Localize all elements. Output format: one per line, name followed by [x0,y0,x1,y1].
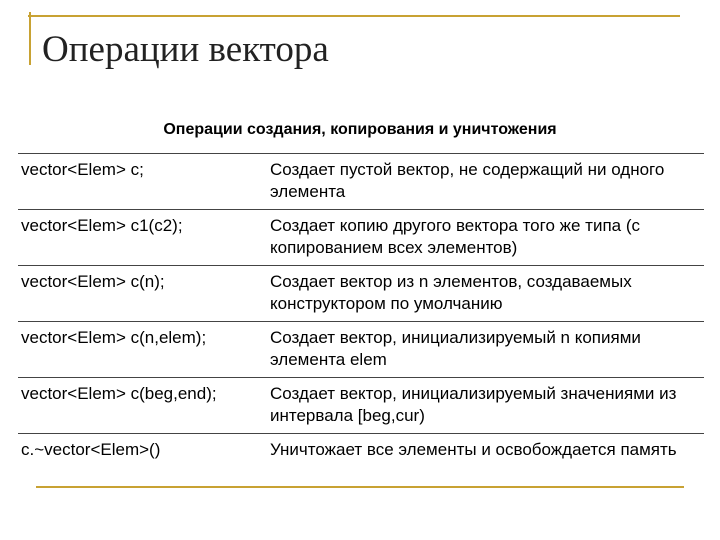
table-row [18,265,704,321]
row-signature: vector<Elem> c(n); [21,272,165,291]
row-description: Создает вектор, инициализируемый n копиями элемента elem [270,328,641,369]
table-caption: Операции создания, копирования и уничтожения [163,121,557,138]
table-row [18,153,704,209]
table-row [18,209,704,265]
row-signature: vector<Elem> c(beg,end); [21,384,217,403]
slide-title: Операции вектора [42,29,329,70]
table-row [18,321,704,377]
table-row [18,433,704,485]
row-signature: vector<Elem> c(n,elem); [21,328,207,347]
row-description: Создает пустой вектор, не содержащий ни одного элемента [270,160,665,201]
row-signature: c.~vector<Elem>() [21,440,161,459]
row-description: Создает вектор из n элементов, создаваемых конструктором по умолчанию [270,272,632,313]
row-signature: vector<Elem> c; [21,160,144,179]
frame-bottom-line [36,486,684,488]
frame-top-line [28,15,680,17]
row-description: Уничтожает все элементы и освобождается память [270,440,677,459]
frame-left-line [29,12,31,65]
row-signature: vector<Elem> c1(c2); [21,216,183,235]
row-description: Создает копию другого вектора того же типа (с копированием всех элементов) [270,216,640,257]
row-description: Создает вектор, инициализируемый значениями из интервала [beg,cur) [270,384,677,425]
table-row [18,377,704,433]
operations-table [18,153,704,485]
